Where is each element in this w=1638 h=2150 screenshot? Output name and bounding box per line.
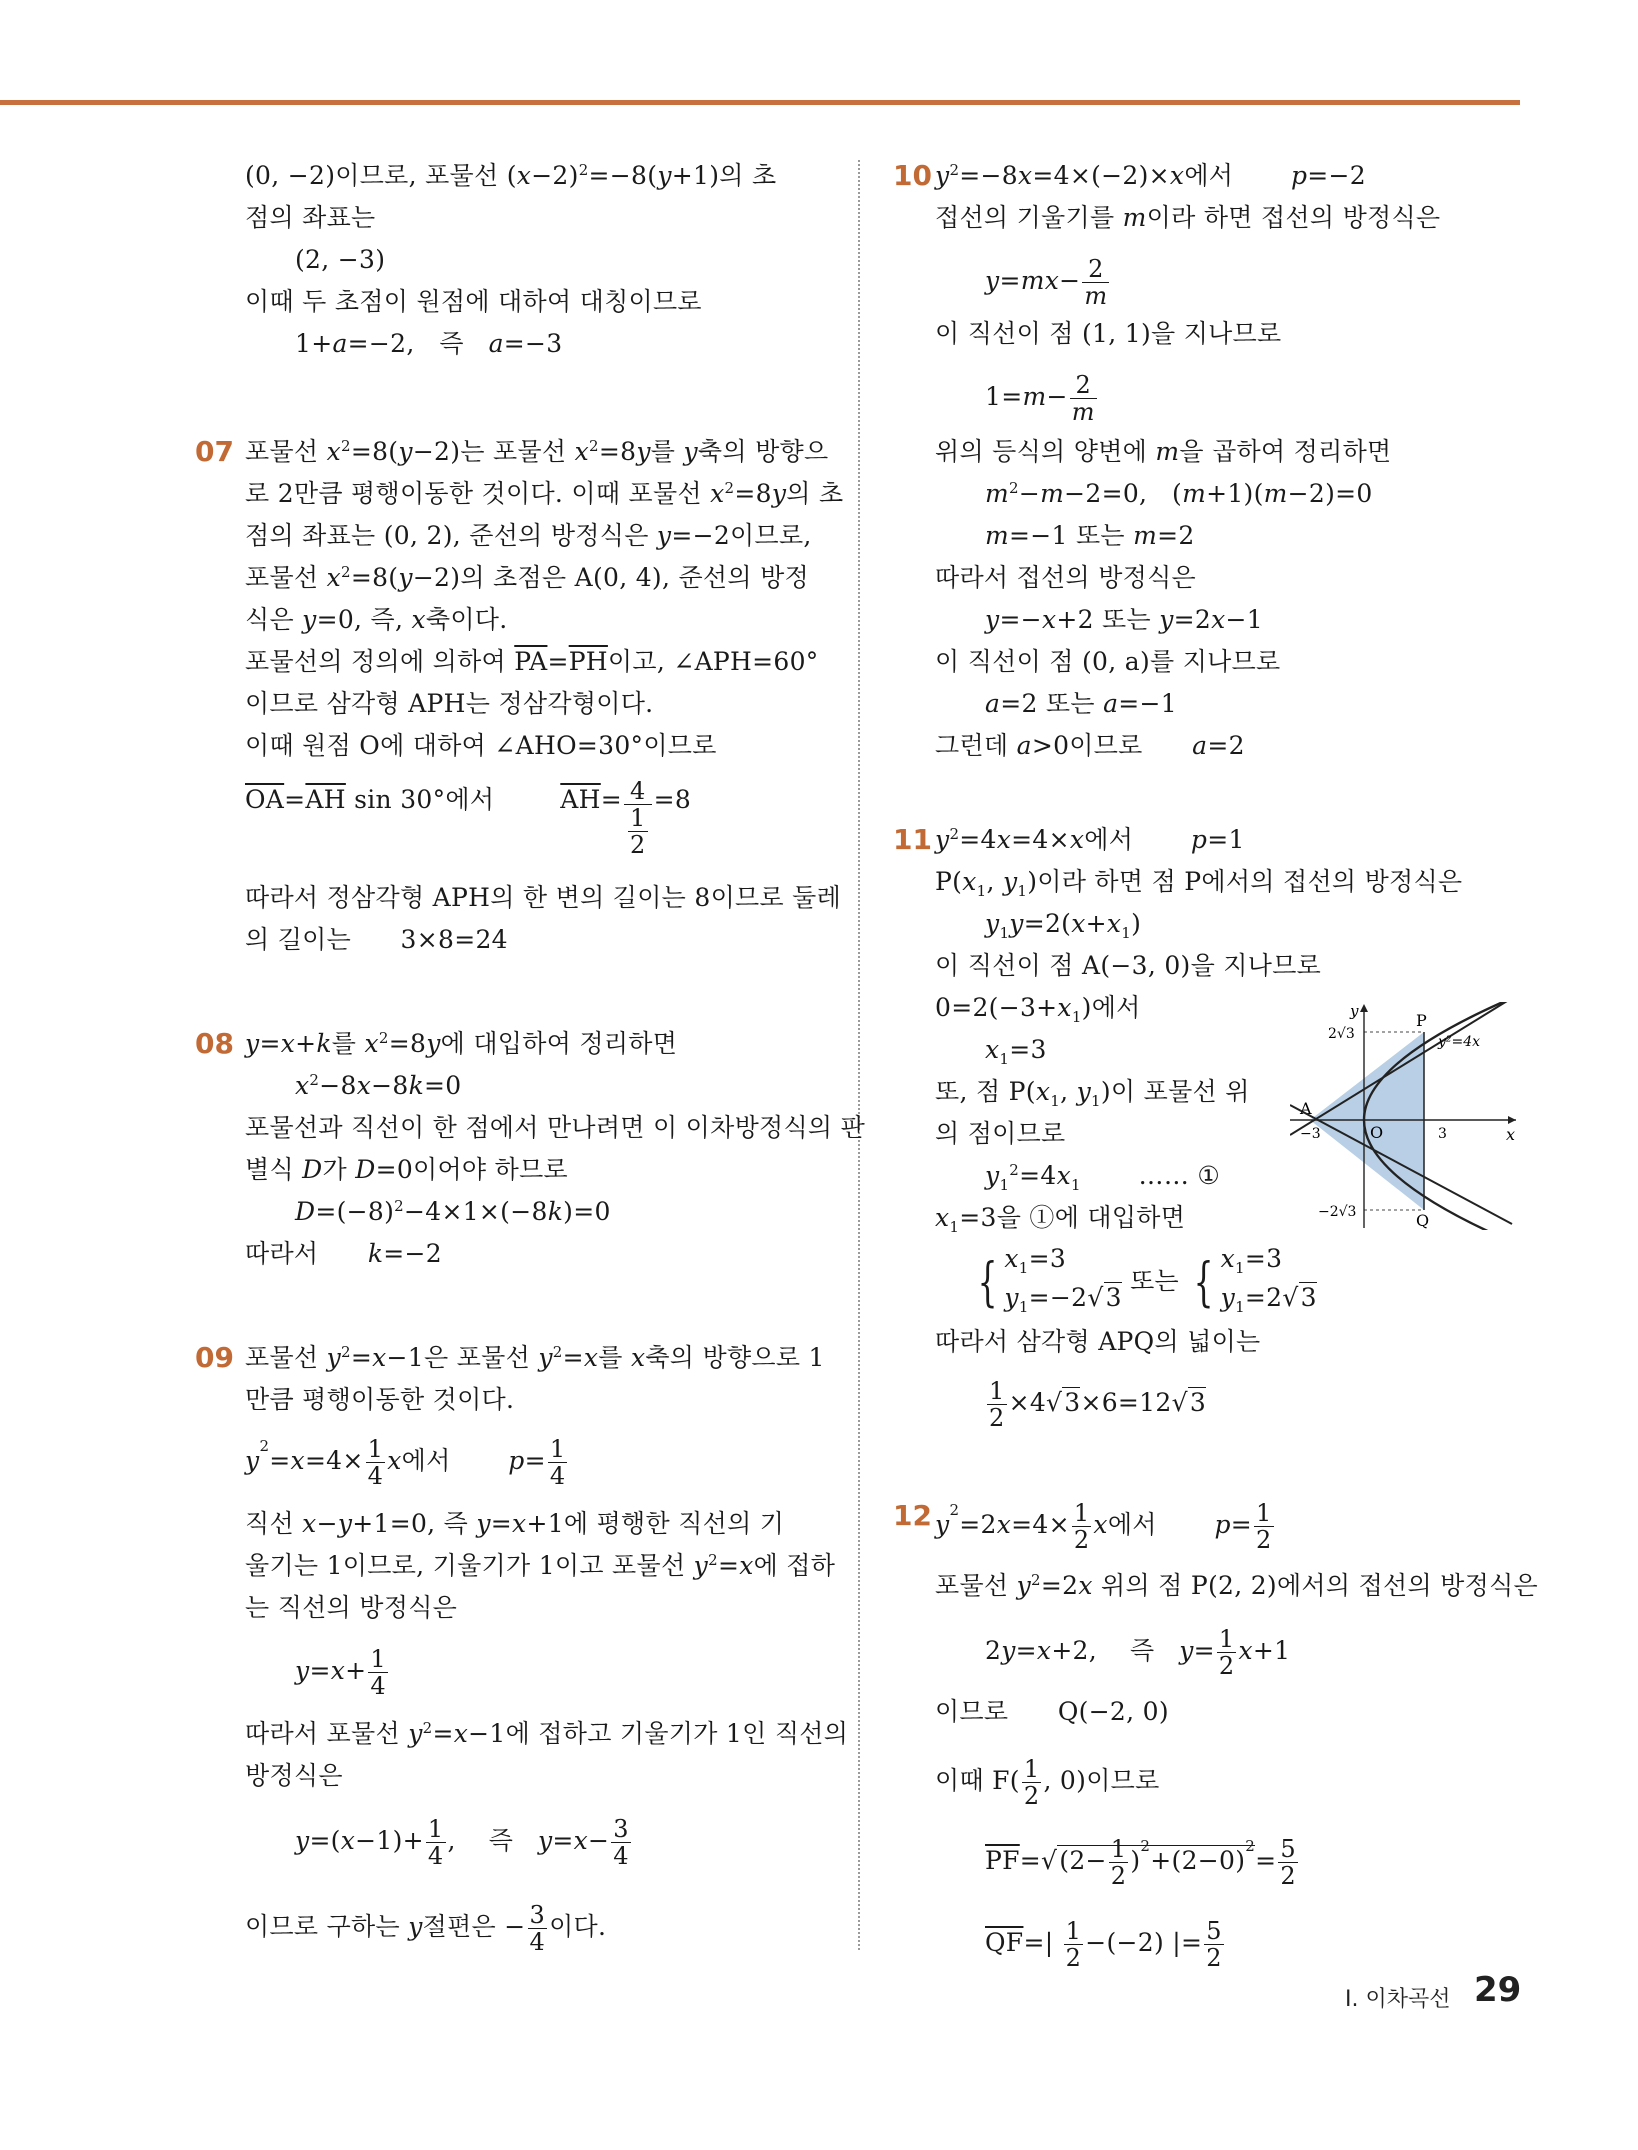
graph-label-o: O: [1370, 1123, 1384, 1142]
p11-line8: 의 점이므로: [935, 1119, 1066, 1148]
graph-label-neg3: −3: [1300, 1126, 1321, 1142]
p09-line6: 는 직선의 방정식은: [245, 1593, 458, 1622]
graph-label-x: x: [1506, 1125, 1516, 1144]
p11-line6: $x_1=3$: [985, 1035, 1047, 1068]
column-divider: [858, 160, 860, 1950]
p09-line1: 포물선 $y^2=x-1$은 포물선 $y^2=x$를 x축의 방향으로 1: [245, 1343, 825, 1372]
p10-line12: a=2 또는 a=−1: [985, 689, 1177, 718]
problem-number-12: 12: [893, 1499, 932, 1532]
p10-line1: $y^2=-8x=4\times(-2)\times x$에서 p=−2: [935, 161, 1366, 190]
graph-label-3: 3: [1438, 1126, 1447, 1142]
p06-line2: 점의 좌표는: [245, 203, 376, 232]
chapter-label: I. 이차곡선: [1345, 1987, 1451, 2012]
p10-line8: m=−1 또는 m=2: [985, 521, 1195, 550]
p11-line10: $x_1=3$을 ①에 대입하면: [935, 1203, 1186, 1236]
p11-line1: $y^2=4x=4\times x$에서 p=1: [935, 825, 1245, 854]
p07-line9: $\overline{OA}=\overline{AH}$ sin 30°에서 $\overline{AH}=$ $\frac{4}{\frac{1}{2}}$ =8: [245, 777, 692, 859]
p12-line7: $\overline{QF}=|$ $\frac{1}{2}$ −(−2) |= $\frac{5}{2}$: [985, 1917, 1222, 1972]
p10-line2: 접선의 기울기를 m이라 하면 접선의 방정식은: [935, 203, 1441, 232]
p12-line6: $\overline{PF}=√(2-$ $\frac{1}{2}$ )$^2+(2-0)^2=$ $\frac{5}{2}$: [985, 1835, 1296, 1890]
p09-line5: 울기는 1이므로, 기울기가 1이고 포물선 $y^2=x$에 접하: [245, 1551, 836, 1580]
p09-line9: 방정식은: [245, 1761, 343, 1790]
p07-line8: 이때 원점 O에 대하여 ∠AHO=30°이므로: [245, 731, 717, 760]
x-axis-arrow: [1508, 1116, 1516, 1124]
p08-line2: $x^2-8x-8k=0$: [295, 1071, 462, 1100]
p10-line13: 그런데 a>0이므로 a=2: [935, 731, 1245, 760]
p09-line4: 직선 x−y+1=0, 즉 y=x+1에 평행한 직선의 기: [245, 1509, 785, 1538]
problem-number-07: 07: [195, 435, 234, 468]
p11-line5: $0=2(-3+x_1)$에서: [935, 993, 1141, 1026]
p10-line9: 따라서 접선의 방정식은: [935, 563, 1196, 592]
p12-line3: 2y=x+2, 즉 y= $\frac{1}{2}$ x+1: [985, 1625, 1291, 1680]
page-number: 29: [1474, 1970, 1522, 2010]
p10-line4: 이 직선이 점 (1, 1)을 지나므로: [935, 319, 1282, 348]
p11-line4: 이 직선이 점 A(−3, 0)을 지나므로: [935, 951, 1322, 980]
problem-number-08: 08: [195, 1027, 234, 1060]
p09-line11: 이므로 구하는 y절편은 − $\frac{3}{4}$ 이다.: [245, 1901, 607, 1956]
p12-line5: 이때 F( $\frac{1}{2}$ , 0)이므로: [935, 1755, 1160, 1810]
graph-label-a: A: [1300, 1099, 1312, 1118]
p07-line4: 포물선 $x^2=8(y-2)$의 초점은 A(0, 4), 준선의 방정: [245, 563, 809, 592]
p12-line2: 포물선 $y^2=2x$ 위의 점 P(2, 2)에서의 접선의 방정식은: [935, 1571, 1538, 1600]
p08-line1: y=x+k를 $x^2=8y$에 대입하여 정리하면: [245, 1029, 678, 1058]
p07-line3: 점의 좌표는 (0, 2), 준선의 방정식은 y=−2이므로,: [245, 521, 812, 550]
p12-line1: $y^2=2x=4\times$ $\frac{1}{2}$ x에서 p= $\frac{1}{2}$: [935, 1499, 1272, 1554]
p07-line6: 포물선의 정의에 의하여 $\overline{PA}=\overline{PH}$이고, ∠APH=60°: [245, 647, 819, 676]
graph-label-p: P: [1416, 1011, 1427, 1030]
p09-line7: y=x+ $\frac{1}{4}$: [295, 1645, 386, 1700]
p10-line3: y=mx− $\frac{2}{m}$: [985, 255, 1108, 310]
parabola-triangle-graph: [1290, 1002, 1520, 1230]
graph-label-eq: y²=4x: [1438, 1034, 1481, 1050]
p11-line2: $P(x_1$, $y_1$)이라 하면 점 P에서의 접선의 방정식은: [935, 867, 1463, 900]
graph-label-q: Q: [1416, 1211, 1430, 1230]
problem-number-10: 10: [893, 159, 932, 192]
p10-line5: 1=m− $\frac{2}{m}$: [985, 371, 1095, 426]
p09-line8: 따라서 포물선 $y^2=x-1$에 접하고 기울기가 1인 직선의: [245, 1719, 849, 1748]
p12-line4: 이므로 Q(−2, 0): [935, 1697, 1169, 1726]
p09-line3: $y^2=x=4\times$ $\frac{1}{4}$ x에서 p= $\frac{1}{4}$: [245, 1435, 566, 1490]
p07-line11: 의 길이는 3×8=24: [245, 925, 508, 954]
p08-line5: $D=(-8)^2-4\times 1\times(-8k)=0$: [295, 1197, 611, 1226]
p10-line6: 위의 등식의 양변에 m을 곱하여 정리하면: [935, 437, 1392, 466]
p11-line3: $y_1y=2(x+x_1)$: [985, 909, 1142, 942]
p06-line3: (2, −3): [295, 245, 386, 274]
p11-line9: $y_1^2=4x_1$ …… ①: [985, 1161, 1221, 1194]
p11-line13: $\frac{1}{2}$ ×4√3×6=12√3: [989, 1377, 1207, 1432]
p10-line7: $m^2-m-2=0$, (m+1)(m−2)=0: [985, 479, 1373, 508]
p06-line5: 1+a=−2, 즉 a=−3: [295, 329, 563, 358]
y-axis-arrow: [1360, 1004, 1368, 1012]
problem-number-11: 11: [893, 823, 932, 856]
p06-line4: 이때 두 초점이 원점에 대하여 대칭이므로: [245, 287, 702, 316]
graph-label-top: 2√3: [1328, 1026, 1355, 1042]
p07-line7: 이므로 삼각형 APH는 정삼각형이다.: [245, 689, 654, 718]
top-accent-bar: [0, 100, 1520, 105]
p10-line11: 이 직선이 점 (0, a)를 지나므로: [935, 647, 1281, 676]
graph-label-y: y: [1350, 1002, 1359, 1020]
p10-line10: y=−x+2 또는 y=2x−1: [985, 605, 1263, 634]
p11-line7: 또, 점 $P(x_1$, $y_1$)이 포물선 위: [935, 1077, 1250, 1110]
p09-line2: 만큼 평행이동한 것이다.: [245, 1385, 515, 1414]
p07-line5: 식은 y=0, 즉, x축이다.: [245, 605, 508, 634]
p08-line6: 따라서 k=−2: [245, 1239, 442, 1268]
p09-line10: y=(x−1)+ $\frac{1}{4}$ , 즉 y=x− $\frac{3}{4}$: [295, 1815, 629, 1870]
p08-line3: 포물선과 직선이 한 점에서 만나려면 이 이차방정식의 판: [245, 1113, 866, 1142]
p07-line2: 로 2만큼 평행이동한 것이다. 이때 포물선 $x^2=8y$의 초: [245, 479, 844, 508]
p06-line1: (0, −2)이므로, 포물선 $(x-2)^2=-8(y+1)$의 초: [245, 161, 777, 190]
p11-line12: 따라서 삼각형 APQ의 넓이는: [935, 1327, 1261, 1356]
graph-label-bottom: −2√3: [1318, 1204, 1357, 1220]
problem-number-09: 09: [195, 1341, 234, 1374]
p11-line11-case: { $x_1=3$ $y_1=-2√3$ 또는 { $x_1=3$ $y_1=2√3$: [977, 1244, 1317, 1316]
p08-line4: 별식 D가 D=0이어야 하므로: [245, 1155, 568, 1184]
p07-line10: 따라서 정삼각형 APH의 한 변의 길이는 8이므로 둘레: [245, 883, 842, 912]
p07-line1: 포물선 $x^2=8(y-2)$는 포물선 $x^2=8y$를 y축의 방향으: [245, 437, 829, 466]
